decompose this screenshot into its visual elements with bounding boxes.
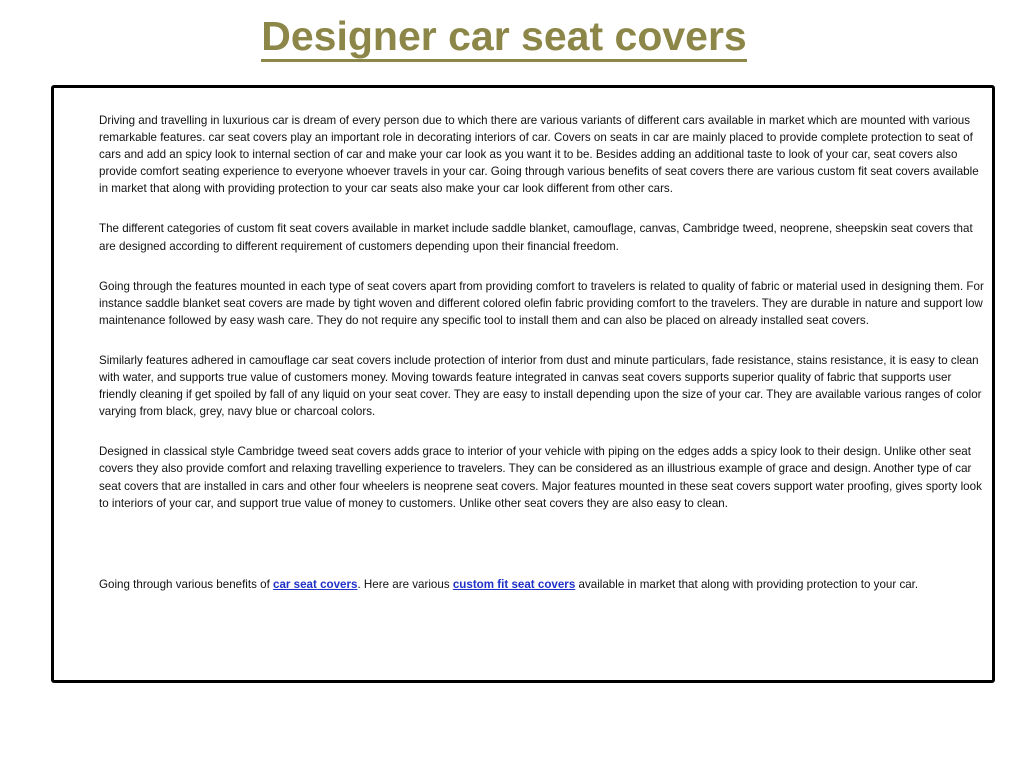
paragraph-camouflage-canvas: Similarly features adhered in camouflage car seat covers include protection of interior from dust and minute particulars, fade resistance, stains resistance, it is easy to clean with water, and supports true value of customers money. Moving towards feature integrated in canvas seat covers supports superior quality of fabric that supports user friendly cleaning if get spoiled by fall of any liquid on your seat cover. They are easy to install depending upon the size of your car. They are available various ranges of color varying from black, grey, navy blue or charcoal colors. [99,353,982,419]
article-body [99,112,989,593]
paragraph-closing [99,576,989,593]
page-title-text: Designer car seat covers [261,13,746,62]
paragraph-features: Going through the features mounted in each type of seat covers apart from providing comfort to travelers is related to quality of fabric or material used in designing them. For instance saddle blanket seat covers are made by tight woven and different colored olefin fabric providing comfort to the travelers. They are durable in nature and support low maintenance followed by easy wash care. They do not require any specific tool to install them and can also be placed on already installed seat covers. [99,279,984,327]
paragraph-tweed-neoprene: Designed in classical style Cambridge tweed seat covers adds grace to interior of your vehicle with piping on the edges adds a spicy look to their design. Unlike other seat covers they also provide comfort and relaxing travelling experience to travelers. They can be considered as an illustrious example of grace and design. Another type of car seat covers that are installed in cars and other four wheelers is neoprene seat covers. Major features mounted in these seat covers support water proofing, gives sporty look to interiors of your car, and support true value of money to customers. Unlike other seat covers they are also easy to clean. [99,445,982,510]
closing-text-3: available in market that along with providing protection to your car. [575,577,919,591]
page-title [0,10,1008,62]
car-seat-covers-link[interactable]: car seat covers [273,577,358,591]
paragraph-categories: The different categories of custom fit seat covers available in market include saddle blanket, camouflage, canvas, Cambridge tweed, neoprene, sheepskin seat covers that are designed according to different requirement of customers depending upon their financial freedom. [99,222,973,253]
paragraph-intro: Driving and travelling in luxurious car is dream of every person due to which there are various variants of different cars available in market which are mounted with various remarkable features. car seat covers play an important role in decorating interiors of car. Covers on seats in car are mainly placed to provide complete protection to seat of cars and add an spicy look to internal section of car and make your car look as you want it to be. Besides adding an additional taste to look of your car, seat covers also provide comfort seating experience to everyone whoever travels in your car. Going through various benefits of seat covers there are various custom fit seat covers available in market that along with providing protection to your car seats also make your car look different from other cars. [99,114,979,196]
closing-text-2: . Here are various [357,577,453,591]
custom-fit-seat-covers-link[interactable]: custom fit seat covers [452,577,576,591]
closing-text-1: Going through various benefits of [99,577,274,591]
